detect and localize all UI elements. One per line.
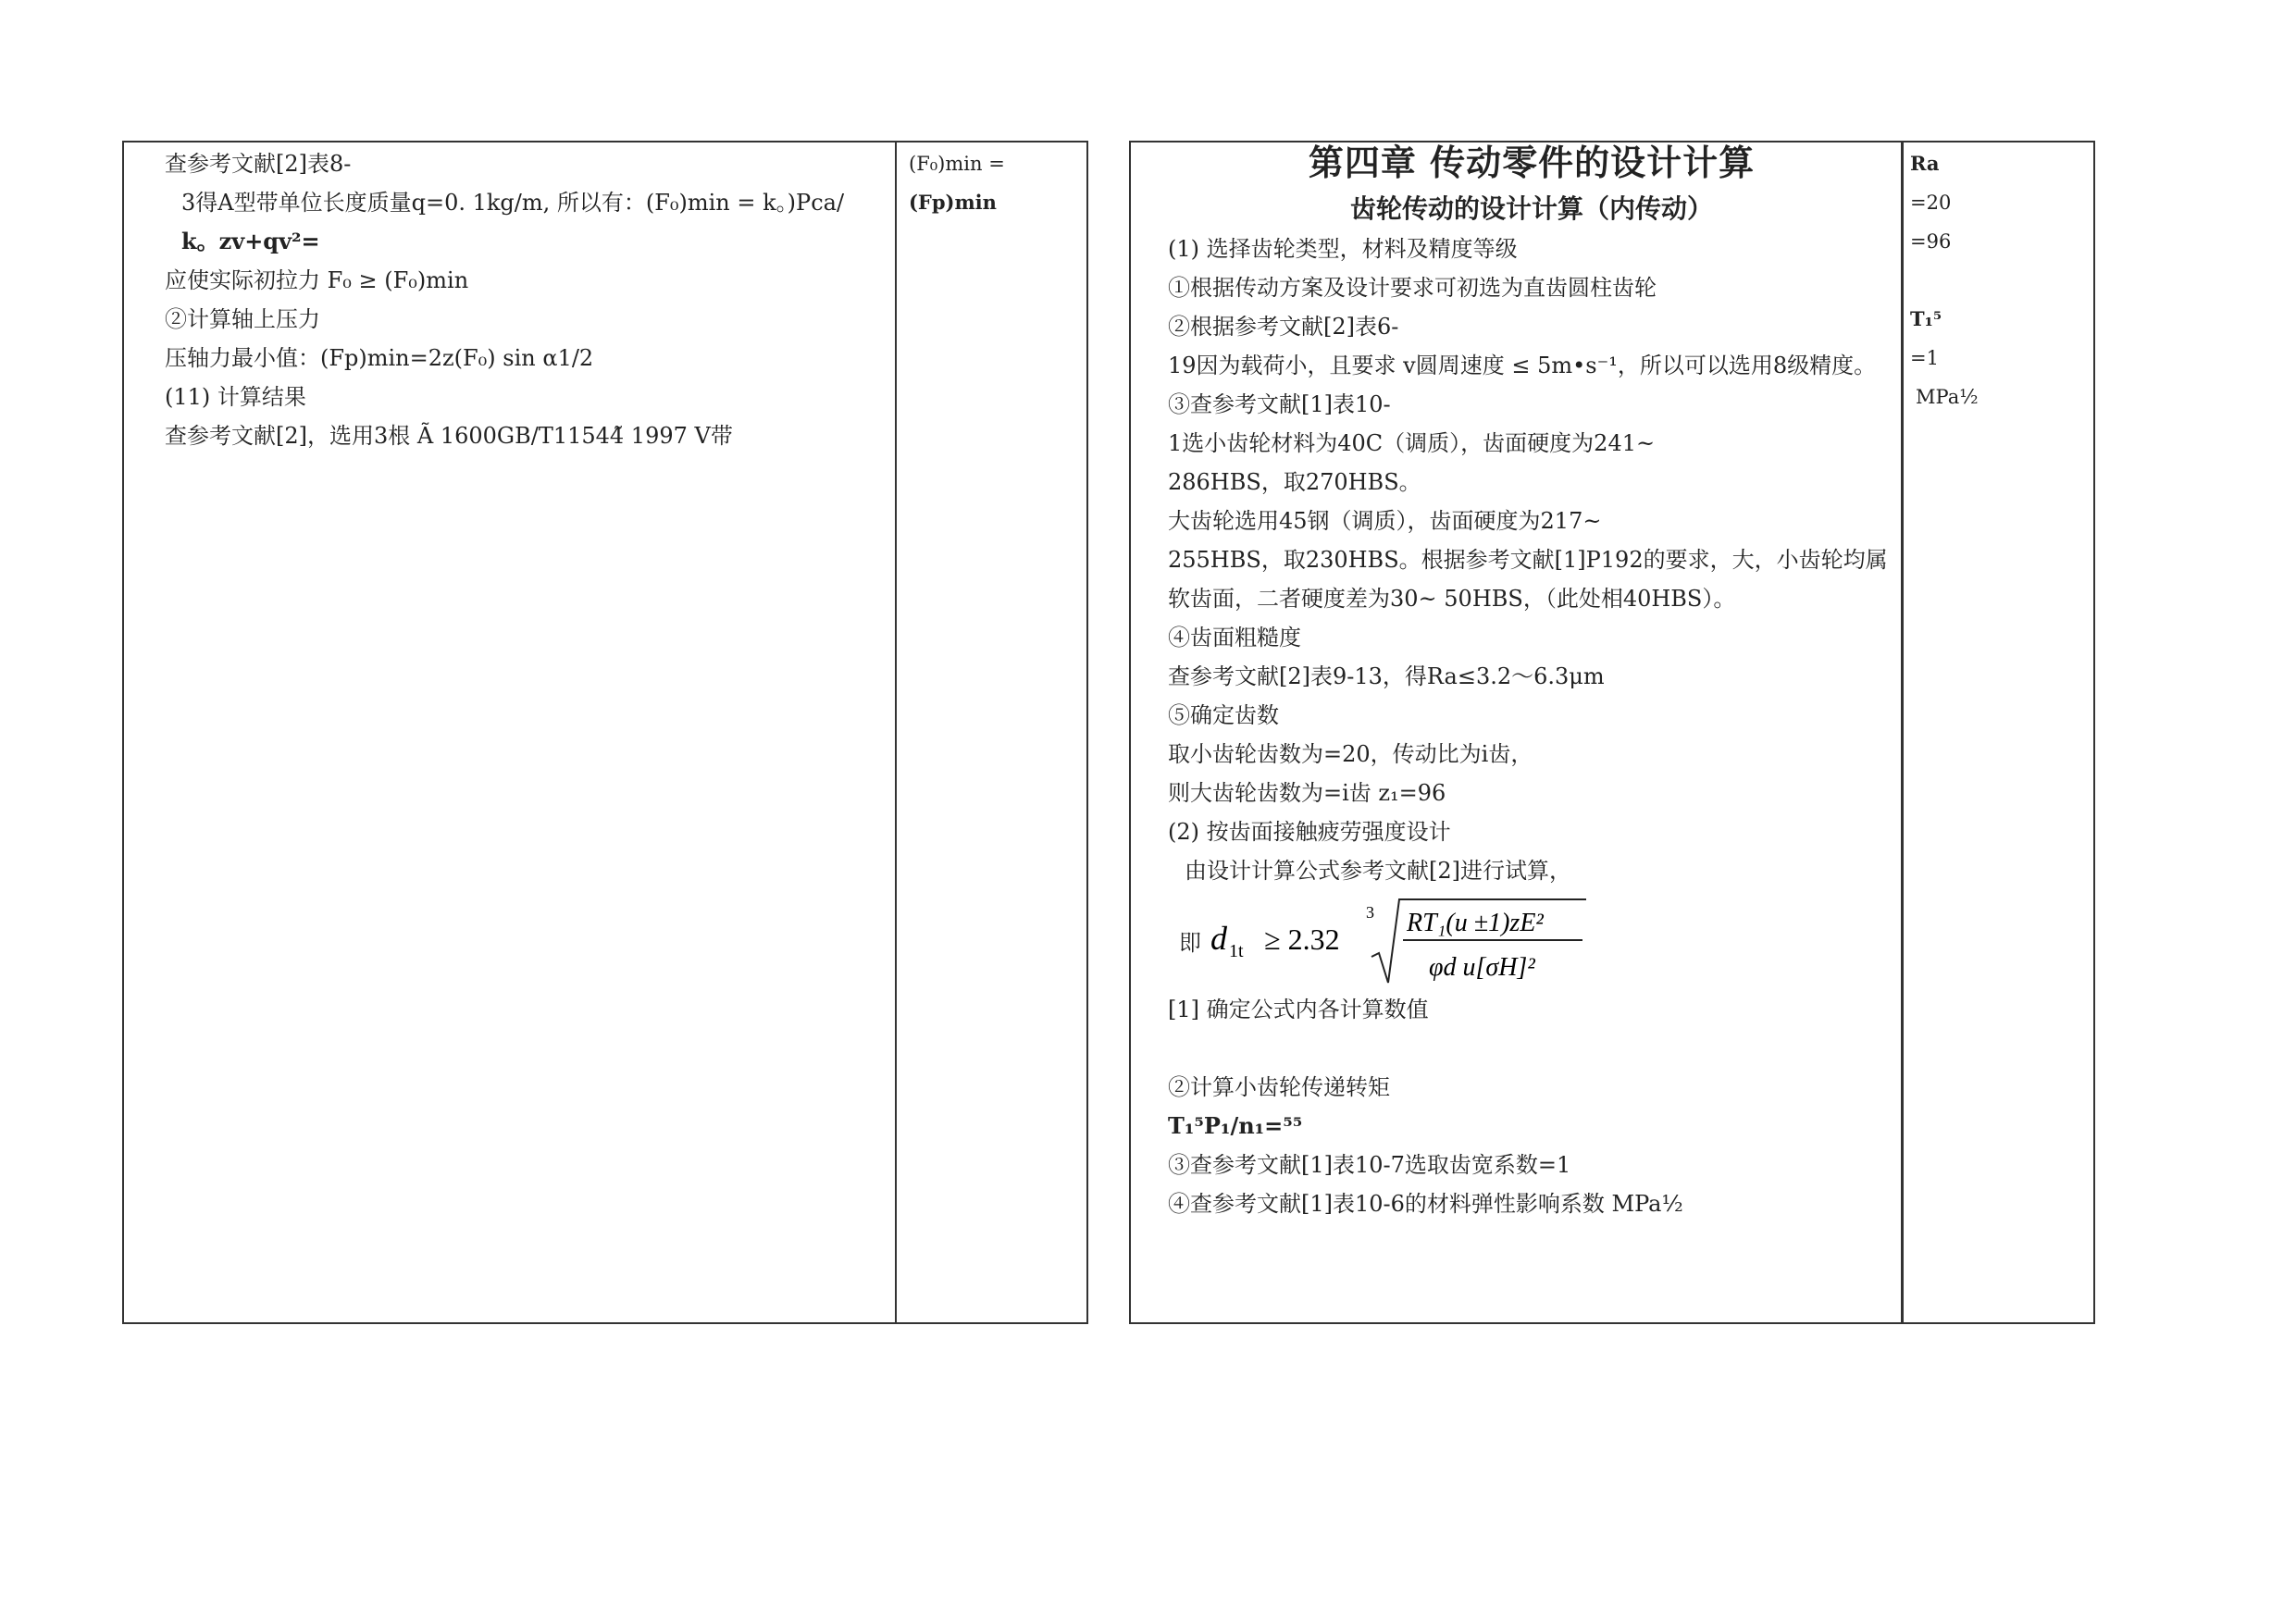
right-side-line: T₁⁵ (1910, 307, 1942, 330)
text-block-before-formula (1168, 229, 1895, 890)
right-main-line: ⑤确定齿数 (1168, 702, 1279, 728)
right-main-line: 大齿轮选用45钢（调质），齿面硬度为217~ (1168, 508, 1602, 534)
right-side-line: =1 (1910, 347, 1939, 369)
section-subtitle: 齿轮传动的设计计算（内传动） (1349, 193, 1713, 224)
right-main-line: ④齿面粗糙度 (1168, 625, 1301, 650)
right-main-line: ③查参考文献[1]表10- (1168, 391, 1391, 417)
left-side-column (909, 144, 1081, 222)
formula-lhs-sub: 1t (1229, 941, 1244, 961)
right-side-line: MPa½ (1916, 386, 1979, 408)
right-main-line: ②根据参考文献[2]表6- (1168, 314, 1399, 340)
left-main-line: ②计算轴上压力 (165, 306, 320, 332)
left-main-line: 应使实际初拉力 F₀ ≥ (F₀)min (165, 267, 469, 293)
right-main-line: 1选小齿轮材料为40C（调质），齿面硬度为241~ (1168, 430, 1656, 456)
left-main-line: 3得A型带单位长度质量q=0. 1kg/m, 所以有：(F₀)min = k。)Pca/ (181, 190, 845, 216)
right-main-line: 286HBS，取270HBS。 (1168, 469, 1421, 495)
left-main-line: (11) 计算结果 (165, 384, 306, 410)
right-side-line: =20 (1910, 192, 1952, 214)
right-side-line: Ra (1910, 152, 1940, 175)
left-main-line: 查参考文献[2]，选用3根 Ã 1600GB/T11544̃ 1997 V带 (165, 423, 733, 449)
left-main-line: 压轴力最小值：(Fp)min=2z(F₀) sin α1/2 (165, 345, 594, 371)
right-main-column (1168, 137, 1895, 1223)
right-main-line: (2) 按齿面接触疲劳强度设计 (1168, 819, 1451, 845)
left-main-line: k。zv+qv²= (181, 228, 320, 254)
left-main-column (165, 144, 887, 455)
formula-denominator: φd u[σH]² (1429, 953, 1535, 982)
formula-label: 即 (1179, 929, 1201, 956)
formula-graphic (1207, 892, 1595, 988)
right-main-line: (1) 选择齿轮类型，材料及精度等级 (1168, 236, 1518, 262)
right-main-line: 255HBS，取230HBS。根据参考文献[1]P192的要求，大，小齿轮均属 (1168, 547, 1888, 573)
right-main-line: ④查参考文献[1]表10-6的材料弹性影响系数 MPa½ (1168, 1191, 1683, 1217)
right-main-line: ②计算小齿轮传递转矩 (1168, 1074, 1390, 1100)
right-main-line: 取小齿轮齿数为=20，传动比为i齿， (1168, 741, 1533, 767)
right-main-line: 由设计计算公式参考文献[2]进行试算， (1185, 858, 1571, 884)
formula-root-index: 3 (1366, 903, 1374, 922)
chapter-title: 第四章 传动零件的设计计算 (1308, 142, 1756, 183)
left-main-line: 查参考文献[2]表8- (165, 151, 352, 177)
left-side-line: (Fp)min (909, 191, 997, 214)
formula-numerator: RT₁(u ±1)zE² (1407, 909, 1544, 937)
formula-relation: ≥ 2.32 (1264, 923, 1340, 956)
right-main-line: 则大齿轮齿数为=i齿 z₁=96 (1168, 780, 1446, 806)
text-block-after-formula (1168, 990, 1895, 1223)
right-main-line: 19因为载荷小，且要求 v圆周速度 ≤ 5m•s⁻¹，所以可以选用8级精度。 (1168, 353, 1877, 378)
right-main-line: 查参考文献[2]表9-13，得Ra≤3.2～6.3μm (1168, 663, 1605, 689)
right-main-line: ③查参考文献[1]表10-7选取齿宽系数=1 (1168, 1152, 1571, 1178)
right-main-line: ①根据传动方案及设计要求可初选为直齿圆柱齿轮 (1168, 275, 1657, 301)
left-page-column-divider (895, 141, 897, 1324)
right-side-line (1910, 261, 2088, 300)
right-main-line: [1] 确定公式内各计算数值 (1168, 997, 1429, 1022)
formula-lhs: d (1210, 920, 1227, 957)
right-main-line: T₁⁵P₁/n₁=⁵⁵ (1168, 1112, 1303, 1139)
right-page-column-divider (1901, 141, 1904, 1324)
left-side-line: (F₀)min = (909, 153, 1005, 175)
contact-fatigue-formula (1168, 890, 1895, 990)
blank-line (1168, 1029, 1895, 1068)
right-side-column (1910, 144, 2088, 416)
right-main-line: 软齿面，二者硬度差为30~ 50HBS，（此处相40HBS）。 (1168, 586, 1736, 612)
right-side-line: =96 (1910, 230, 1952, 253)
